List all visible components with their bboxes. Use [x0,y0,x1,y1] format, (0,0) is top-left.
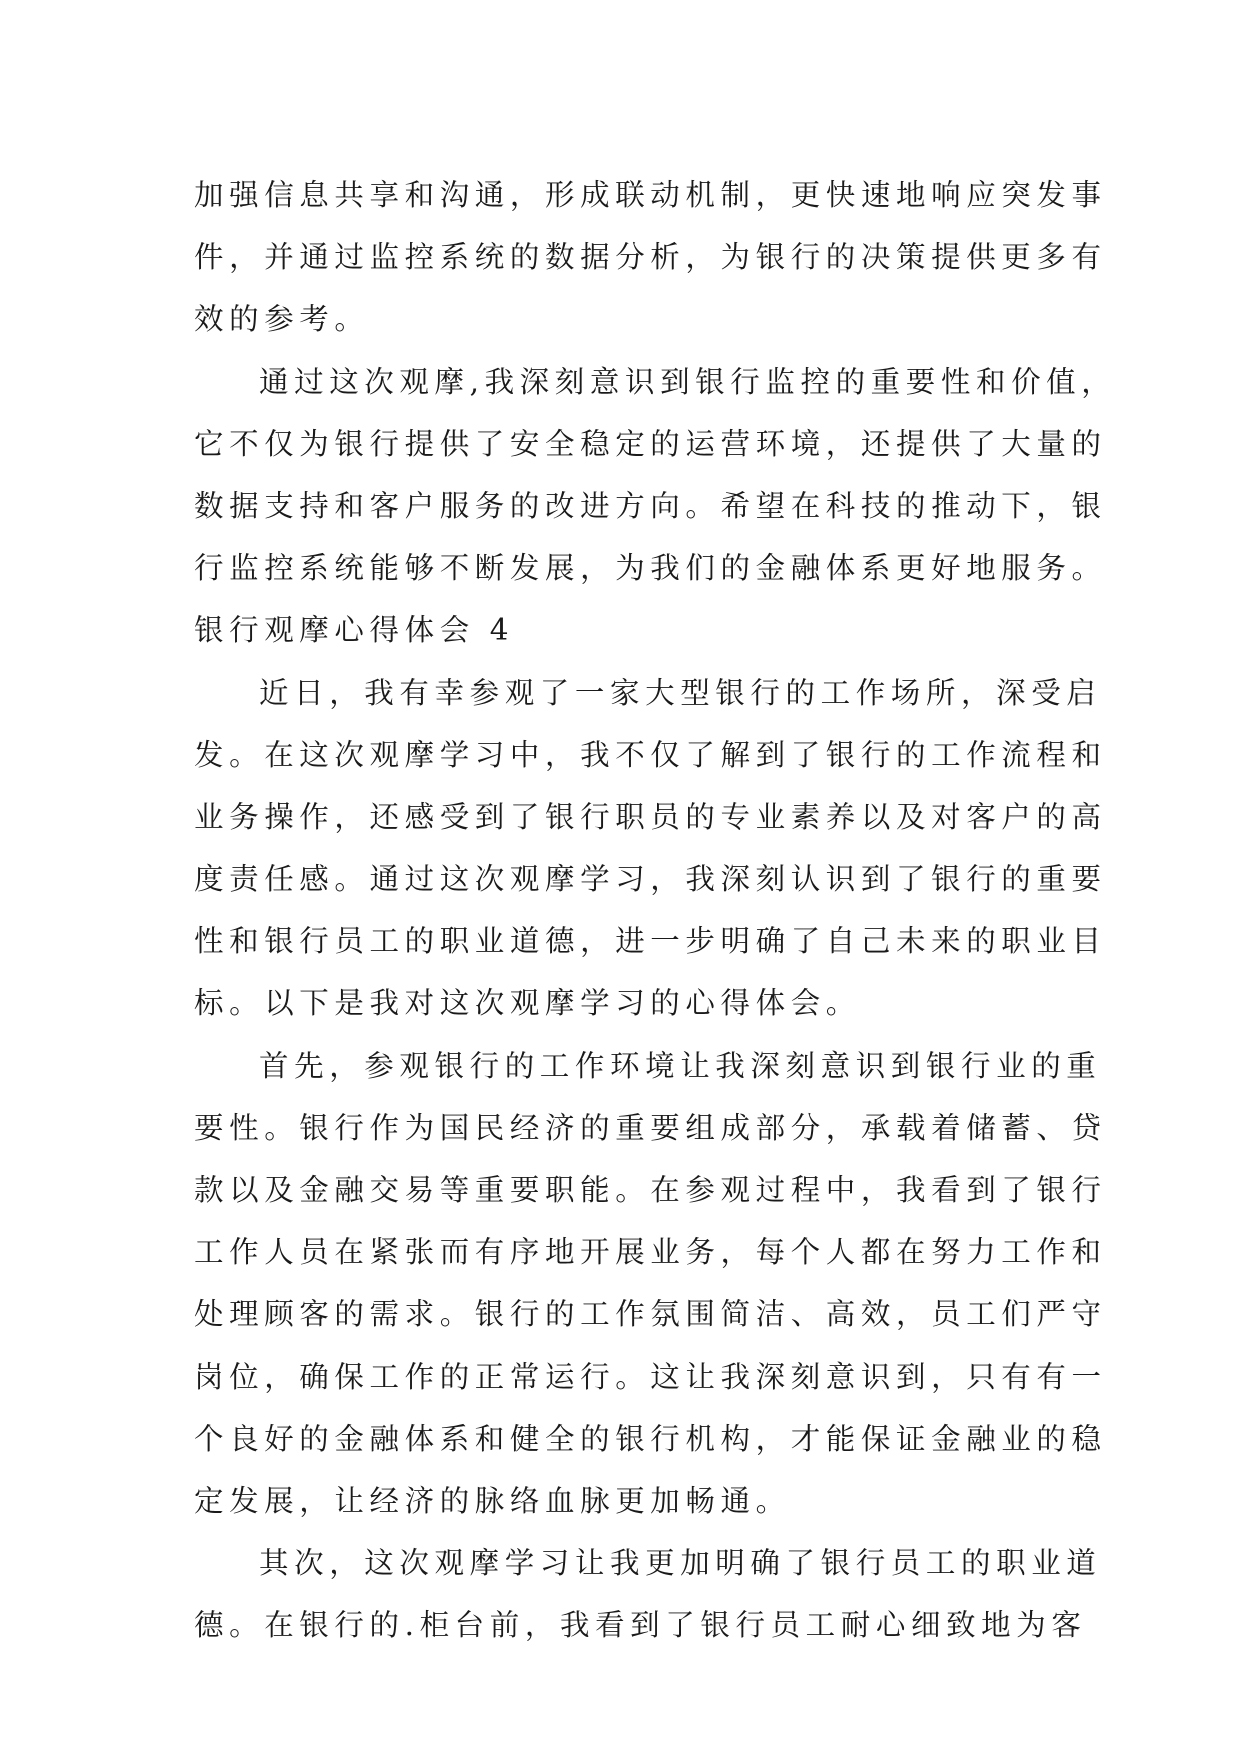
document-body [194,164,1117,1657]
text-line: 性和银行员工的职业道德，进一步明确了自己未来的职业目 [194,924,1107,959]
paragraph-start-line: 首先，参观银行的工作环境让我深刻意识到银行业的重 [259,1048,1102,1083]
text-line: 发。在这次观摩学习中，我不仅了解到了银行的工作流程和 [194,737,1107,772]
text-line: 标。以下是我对这次观摩学习的心得体会。 [194,986,861,1021]
text-line: 款以及金融交易等重要职能。在参观过程中，我看到了银行 [194,1173,1107,1207]
section-heading: 银行观摩心得体会 4 [194,613,515,648]
text-line: 加强信息共享和沟通，形成联动机制，更快速地响应突发事 [194,178,1107,212]
paragraph-start-line: 近日，我有幸参观了一家大型银行的工作场所，深受启 [259,675,1102,710]
text-line: 岗位，确保工作的正常运行。这让我深刻意识到，只有有一 [194,1359,1107,1394]
text-line: 工作人员在紧张而有序地开展业务，每个人都在努力工作和 [194,1235,1107,1270]
text-line: 数据支持和客户服务的改进方向。希望在科技的推动下，银 [194,488,1107,523]
text-line: 德。在银行的.柜台前，我看到了银行员工耐心细致地为客 [194,1608,1087,1643]
text-line: 处理顾客的需求。银行的工作氛围简洁、高效，员工们严守 [194,1297,1107,1332]
text-line: 度责任感。通过这次观摩学习，我深刻认识到了银行的重要 [194,862,1107,897]
paragraph-start-line: 其次，这次观摩学习让我更加明确了银行员工的职业道 [259,1546,1102,1581]
text-line: 它不仅为银行提供了安全稳定的运营环境，还提供了大量的 [194,426,1107,461]
text-line: 要性。银行作为国民经济的重要组成部分，承载着储蓄、贷 [194,1110,1107,1145]
paragraph-start-line: 通过这次观摩,我深刻意识到银行监控的重要性和价值， [259,364,1117,399]
text-line: 效的参考。 [194,302,370,337]
text-line: 个良好的金融体系和健全的银行机构，才能保证金融业的稳 [194,1421,1107,1456]
text-line: 行监控系统能够不断发展，为我们的金融体系更好地服务。 [194,551,1107,586]
text-line: 定发展，让经济的脉络血脉更加畅通。 [194,1483,791,1518]
text-line: 业务操作，还感受到了银行职员的专业素养以及对客户的高 [194,799,1107,834]
text-line: 件，并通过监控系统的数据分析，为银行的决策提供更多有 [194,240,1107,275]
